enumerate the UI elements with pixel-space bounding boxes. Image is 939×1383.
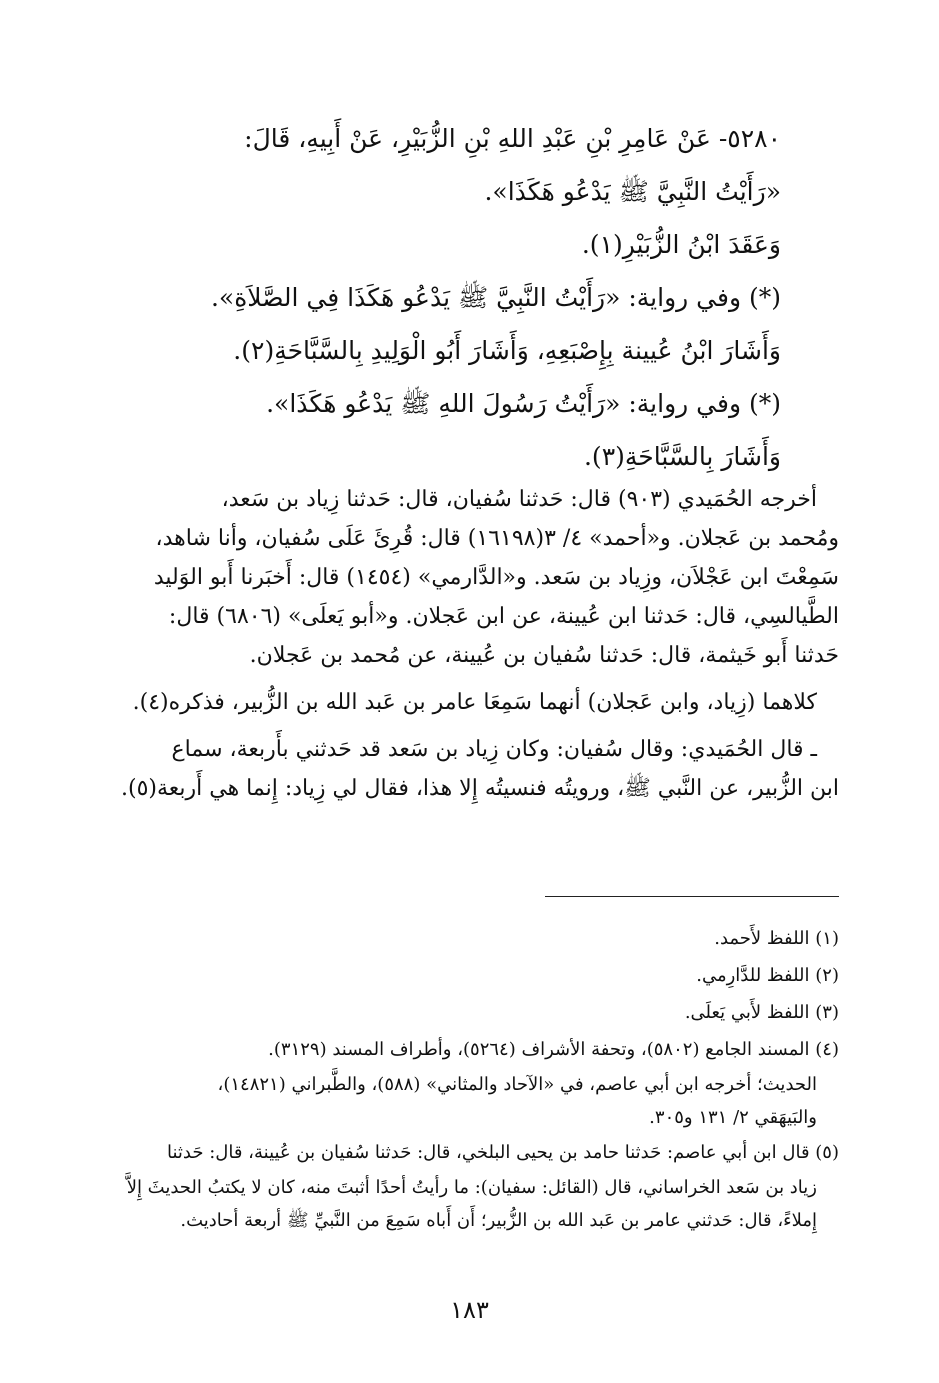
footnote-3: (٣) اللفظ لأَبي يَعلَى. (684, 1002, 839, 1023)
footnote-4-continuation: الحديث؛ أخرجه ابن أبي عاصم، في «الآحاد والمثاني» (٥٨٨)، والطَّبراني (١٤٨٢١)، (217, 1074, 817, 1095)
footnotes (99, 920, 839, 1237)
hadith-variant-2-note: وَأَشَارَ بِالسَّبَّاحَةِ(٣). (583, 442, 781, 471)
takhrij-line: الطَّيالسِي، قال: حَدثنا ابن عُيينة، عن ابن عَجلان. و«أبو يَعلَى» (٦٨٠٦) قال: (168, 604, 839, 629)
hadith-narration-note: وَعَقَدَ ابْنُ الزُّبَيْرِ(١). (581, 230, 781, 259)
takhrij-line: سَمِعْتَ ابن عَجْلاَن، وزِياد بن سَعد. و«الدَّارمي» (١٤٥٤) قال: أَخبَرنا أَبو الوَليد (153, 565, 839, 590)
hadith-isnad-line: ٥٢٨٠- عَنْ عَامِرِ بْنِ عَبْدِ اللهِ بْنِ الزُّبَيْرِ، عَنْ أَبِيهِ، قَالَ: (244, 124, 781, 153)
hadith-variant-1-note: وَأَشَارَ ابْنُ عُيينة بِإِصْبَعِهِ، وَأَشَارَ أَبُو الْوَلِيدِ بِالسَّبَّاحَةِ(٢). (233, 336, 781, 365)
page-number: ١٨٣ (450, 1296, 489, 1324)
footnote-4: (٤) المسند الجامع (٥٨٠٢)، وتحفة الأشراف (٥٢٦٤)، وأطراف المسند (٣١٢٩). (268, 1039, 839, 1060)
footnote-divider (545, 896, 839, 897)
footnote-2: (٢) اللفظ للدَّارِمي. (696, 965, 839, 986)
takhrij-line: أخرجه الحُمَيدي (٩٠٣) قال: حَدثنا سُفيان، قال: حَدثنا زِياد بن سَعد، (221, 487, 817, 512)
takhrij-summary: كلاهما (زِياد، وابن عَجلان) أنهما سَمِعَا عامر بن عَبد الله بن الزُّبير، فذكره(٤). (132, 690, 817, 715)
takhrij-line: حَدثنا أَبو خَيثمة، قال: حَدثنا سُفيان بن عُيينة، عن مُحمد بن عَجلان. (249, 643, 839, 668)
footnote-4-continuation: والبَيهَقي ٢/ ١٣١ و٣٠٥. (649, 1107, 817, 1128)
takhrij-humaydi-line: ـ قال الحُمَيدي: وقال سُفيان: وكان زِياد بن سَعد قد حَدثني بأَربعة، سماع (171, 737, 817, 762)
footnote-1: (١) اللفظ لأَحمد. (714, 928, 839, 949)
takhrij-humaydi-line: ابن الزُّبير، عن النَّبي ﷺ، ورويتُه فنسيتُه إِلا هذا، فقال لي زِياد: إِنما هي أَربعة(٥). (120, 776, 839, 801)
footnote-5-continuation: زياد بن سَعد الخراساني، قال (القائل: سفيان): ما رأيتُ أحدًا أثبتَ منه، كان لا يكتبُ الحديثَ إِلاَّ (126, 1177, 817, 1198)
takhrij-line: ومُحمد بن عَجلان. و«أحمد» ٤/ ٣(١٦١٩٨) قال: قُرِئَ عَلَى سُفيان، وأنا شاهد، (155, 526, 839, 551)
footnote-5: (٥) قال ابن أبي عاصم: حَدثنا حامد بن يحيى البلخي، قال: حَدثنا سُفيان بن عُيينة، قال: حَدثنا (167, 1142, 839, 1163)
hadith-variant-1: (*) وفي رواية: «رَأَيْتُ النَّبِيَّ ﷺ يَدْعُو هَكَذَا فِي الصَّلاَةِ». (210, 283, 781, 312)
takhrij-section (99, 480, 839, 808)
hadith-text (121, 112, 781, 483)
footnote-5-continuation: إِملاءً، قال: حَدثني عامر بن عَبد الله بن الزُّبير؛ أَن أَباه سَمِعَ من النَّبيِّ ﷺ أربعة أحاديث. (180, 1210, 817, 1231)
hadith-matn-line: «رَأَيْتُ النَّبِيَّ ﷺ يَدْعُو هَكَذَا». (484, 177, 781, 206)
hadith-variant-2: (*) وفي رواية: «رَأَيْتُ رَسُولَ اللهِ ﷺ يَدْعُو هَكَذَا». (266, 389, 781, 418)
